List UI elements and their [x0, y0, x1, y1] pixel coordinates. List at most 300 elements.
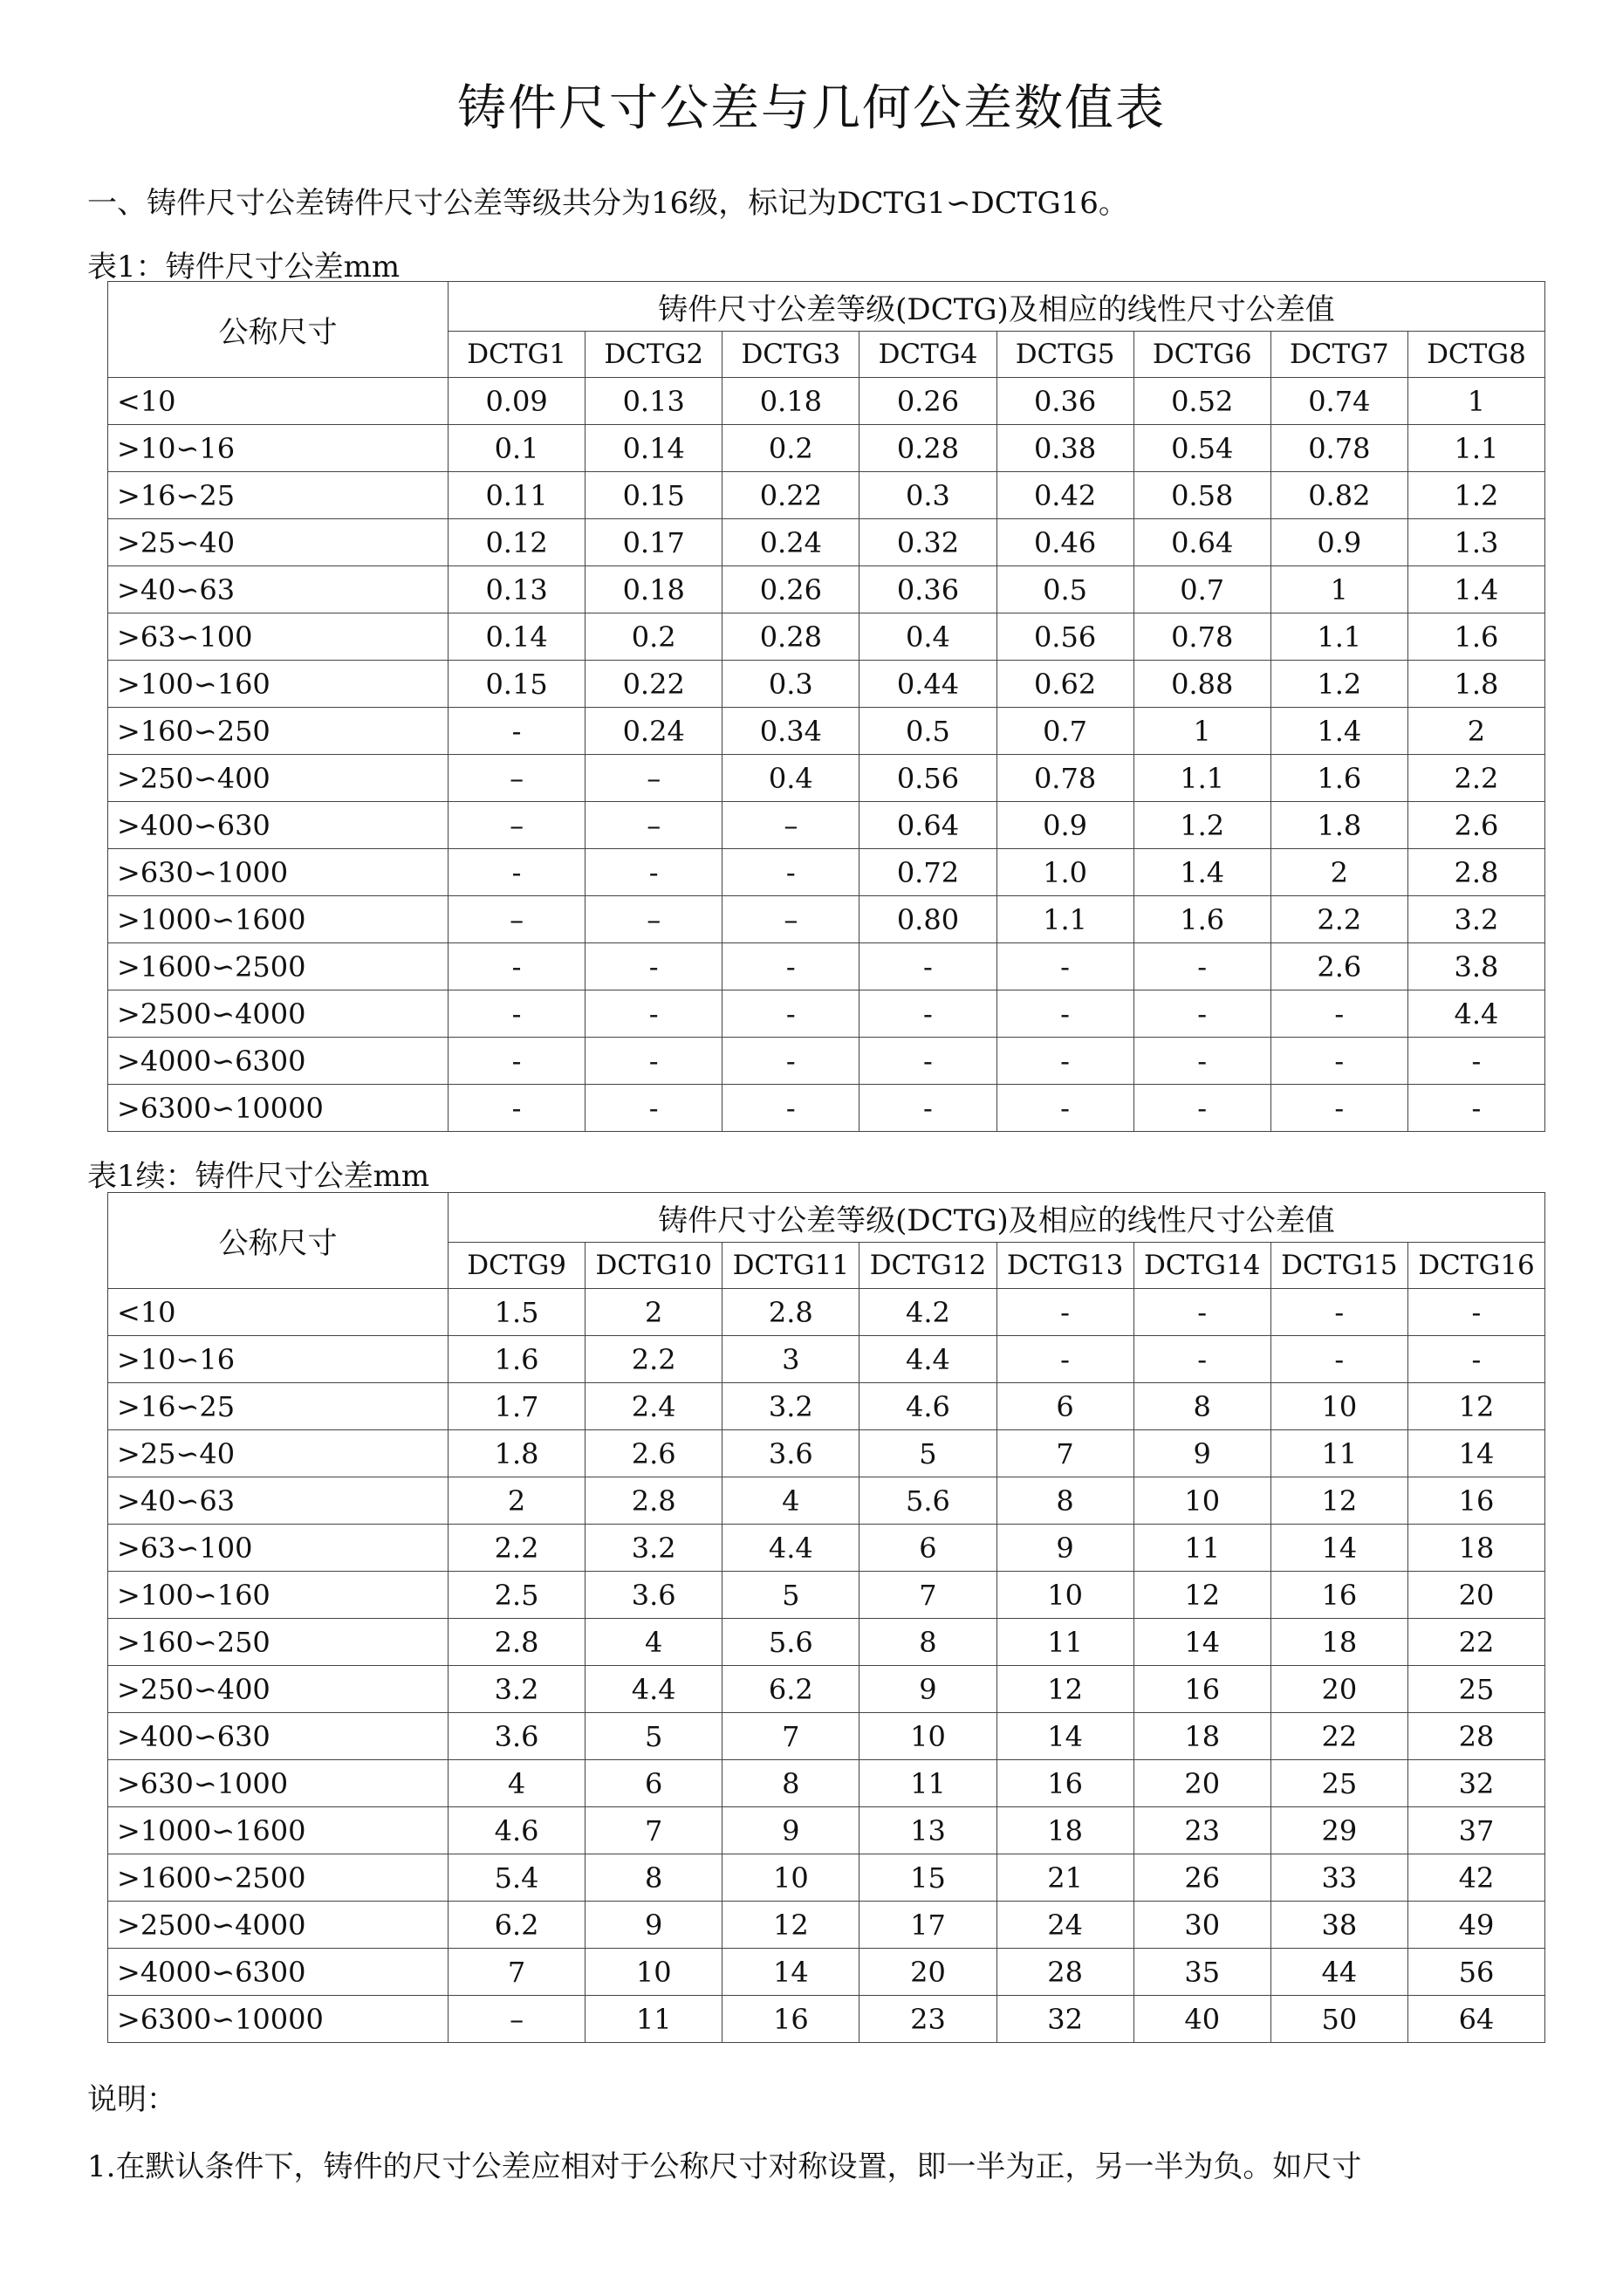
grade-group-header: 铸件尺寸公差等级(DCTG)及相应的线性尺寸公差值 [449, 1193, 1545, 1243]
tolerance-cell: 20 [1270, 1666, 1407, 1713]
page-title: 铸件尺寸公差与几何公差数值表 [457, 80, 1166, 137]
tolerance-cell: - [859, 1038, 996, 1085]
tolerance-cell: 3.6 [586, 1572, 722, 1619]
tolerance-cell: 6 [996, 1383, 1133, 1430]
table-row [108, 1713, 1545, 1760]
tolerance-cell: 4.4 [722, 1525, 859, 1572]
tolerance-cell: 2.2 [449, 1525, 586, 1572]
tolerance-cell: 0.5 [996, 566, 1133, 613]
table-row [108, 425, 1545, 472]
tolerance-cell: 2.6 [586, 1430, 722, 1477]
tolerance-cell: 5 [586, 1713, 722, 1760]
tolerance-cell: 0.28 [859, 425, 996, 472]
table-row [108, 1038, 1545, 1085]
tolerance-cell: 11 [996, 1619, 1133, 1666]
tolerance-cell: 1.6 [1133, 896, 1270, 943]
tolerance-cell: 10 [1270, 1383, 1407, 1430]
tolerance-cell: 50 [1270, 1996, 1407, 2043]
tolerance-cell: 0.18 [722, 378, 859, 425]
tolerance-cell: - [722, 1038, 859, 1085]
tolerance-cell: 2 [449, 1477, 586, 1525]
size-cell: >160∽250 [108, 1619, 449, 1666]
table-row [108, 943, 1545, 990]
size-column-header: 公称尺寸 [108, 1193, 449, 1289]
tolerance-cell: 1.1 [1407, 425, 1544, 472]
tolerance-cell: – [449, 896, 586, 943]
tolerance-cell: 22 [1407, 1619, 1544, 1666]
size-cell: >6300∽10000 [108, 1085, 449, 1132]
tolerance-cell: 0.56 [996, 613, 1133, 661]
tolerance-cell: 2 [1270, 849, 1407, 896]
tolerance-cell: - [1133, 943, 1270, 990]
table-row [108, 1854, 1545, 1902]
tolerance-cell: - [996, 1336, 1133, 1383]
tolerance-cell: 4 [722, 1477, 859, 1525]
tolerance-cell: 14 [1407, 1430, 1544, 1477]
table1-caption: 表1：铸件尺寸公差mm [87, 250, 401, 284]
column-header: DCTG4 [859, 332, 996, 378]
table-row [108, 802, 1545, 849]
column-header: DCTG1 [449, 332, 586, 378]
tolerance-cell: 26 [1133, 1854, 1270, 1902]
size-cell: >10∽16 [108, 425, 449, 472]
size-cell: >16∽25 [108, 472, 449, 519]
tolerance-cell: - [586, 849, 722, 896]
tolerance-cell: 0.52 [1133, 378, 1270, 425]
tolerance-cell: 0.15 [586, 472, 722, 519]
size-cell: >160∽250 [108, 708, 449, 755]
size-cell: >63∽100 [108, 613, 449, 661]
tolerance-cell: – [586, 802, 722, 849]
size-cell: >2500∽4000 [108, 990, 449, 1038]
tolerance-cell: 0.24 [586, 708, 722, 755]
tolerance-cell: - [996, 1038, 1133, 1085]
tolerance-cell: 30 [1133, 1902, 1270, 1949]
tolerance-cell: 4 [586, 1619, 722, 1666]
tolerance-cell: 10 [996, 1572, 1133, 1619]
grade-group-header: 铸件尺寸公差等级(DCTG)及相应的线性尺寸公差值 [449, 282, 1545, 332]
size-cell: >2500∽4000 [108, 1902, 449, 1949]
column-header: DCTG13 [996, 1243, 1133, 1289]
tolerance-cell: 12 [996, 1666, 1133, 1713]
tolerance-cell: - [996, 1085, 1133, 1132]
tolerance-cell: 0.32 [859, 519, 996, 566]
tolerance-cell: 4.6 [859, 1383, 996, 1430]
note-item: 1.在默认条件下，铸件的尺寸公差应相对于公称尺寸对称设置，即一半为正，另一半为负。如尺寸 [87, 2149, 1362, 2184]
tolerance-cell: 0.1 [449, 425, 586, 472]
table-row [108, 1666, 1545, 1713]
tolerance-cell: 4.2 [859, 1289, 996, 1336]
tolerance-cell: 0.2 [722, 425, 859, 472]
column-header: DCTG11 [722, 1243, 859, 1289]
table-row [108, 1572, 1545, 1619]
table2-body [108, 1289, 1545, 2043]
tolerance-cell: 6.2 [722, 1666, 859, 1713]
table-row [108, 1477, 1545, 1525]
tolerance-cell: - [1270, 1336, 1407, 1383]
tolerance-cell: 25 [1407, 1666, 1544, 1713]
column-header: DCTG6 [1133, 332, 1270, 378]
tolerance-cell: 3.2 [586, 1525, 722, 1572]
tolerance-cell: 15 [859, 1854, 996, 1902]
tolerance-cell: 0.80 [859, 896, 996, 943]
size-cell: >10∽16 [108, 1336, 449, 1383]
tolerance-cell: 7 [449, 1949, 586, 1996]
tolerance-cell: 56 [1407, 1949, 1544, 1996]
tolerance-cell: – [449, 802, 586, 849]
table-row [108, 378, 1545, 425]
tolerance-cell: 0.13 [449, 566, 586, 613]
tolerance-cell: 1.2 [1407, 472, 1544, 519]
tolerance-cell: 1.1 [996, 896, 1133, 943]
size-cell: >25∽40 [108, 1430, 449, 1477]
tolerance-cell: 12 [1407, 1383, 1544, 1430]
tolerance-cell: 0.12 [449, 519, 586, 566]
tolerance-cell: - [1133, 1038, 1270, 1085]
tolerance-cell: 0.11 [449, 472, 586, 519]
tolerance-cell: 9 [586, 1902, 722, 1949]
tolerance-cell: - [586, 1038, 722, 1085]
tolerance-cell: - [586, 943, 722, 990]
table-row [108, 1807, 1545, 1854]
tolerance-cell: 0.44 [859, 661, 996, 708]
tolerance-cell: - [1407, 1038, 1544, 1085]
tolerance-cell: - [722, 990, 859, 1038]
size-column-header: 公称尺寸 [108, 282, 449, 378]
table-row [108, 1383, 1545, 1430]
table-row [108, 755, 1545, 802]
tolerance-cell: 32 [996, 1996, 1133, 2043]
tolerance-cell: 0.18 [586, 566, 722, 613]
column-header: DCTG8 [1407, 332, 1544, 378]
tolerance-cell: 9 [996, 1525, 1133, 1572]
tolerance-cell: 20 [1133, 1760, 1270, 1807]
tolerance-cell: 0.62 [996, 661, 1133, 708]
size-cell: >250∽400 [108, 1666, 449, 1713]
tolerance-cell: 49 [1407, 1902, 1544, 1949]
tolerance-cell: 7 [586, 1807, 722, 1854]
tolerance-cell: 2.6 [1407, 802, 1544, 849]
tolerance-cell: 0.74 [1270, 378, 1407, 425]
tolerance-cell: 14 [1133, 1619, 1270, 1666]
tolerance-cell: 3.8 [1407, 943, 1544, 990]
tolerance-cell: 16 [1407, 1477, 1544, 1525]
table-row [108, 1760, 1545, 1807]
tolerance-cell: 21 [996, 1854, 1133, 1902]
table-row [108, 613, 1545, 661]
tolerance-cell: 0.64 [859, 802, 996, 849]
table1-body [108, 378, 1545, 1132]
tolerance-cell: - [1270, 1289, 1407, 1336]
tolerance-cell: 0.54 [1133, 425, 1270, 472]
tolerance-cell: 1.2 [1133, 802, 1270, 849]
size-cell: >40∽63 [108, 566, 449, 613]
tolerance-cell: 2.8 [722, 1289, 859, 1336]
tolerance-cell: - [859, 1085, 996, 1132]
tolerance-cell: 1.1 [1133, 755, 1270, 802]
tolerance-cell: - [1407, 1336, 1544, 1383]
tolerance-cell: 14 [1270, 1525, 1407, 1572]
tolerance-cell: - [1133, 1289, 1270, 1336]
table-row [108, 1619, 1545, 1666]
size-cell: >100∽160 [108, 661, 449, 708]
tolerance-cell: 0.26 [722, 566, 859, 613]
tolerance-cell: 8 [586, 1854, 722, 1902]
tolerance-cell: 3.2 [722, 1383, 859, 1430]
tolerance-cell: – [586, 755, 722, 802]
tolerance-cell: - [449, 708, 586, 755]
tolerance-cell: 0.7 [1133, 566, 1270, 613]
table-row [108, 566, 1545, 613]
tolerance-cell: 3.2 [1407, 896, 1544, 943]
tolerance-cell: 14 [996, 1713, 1133, 1760]
column-header: DCTG15 [1270, 1243, 1407, 1289]
tolerance-cell: 42 [1407, 1854, 1544, 1902]
tolerance-cell: 16 [722, 1996, 859, 2043]
tolerance-cell: 0.28 [722, 613, 859, 661]
column-header: DCTG5 [996, 332, 1133, 378]
tolerance-cell: 10 [1133, 1477, 1270, 1525]
tolerance-cell: - [449, 943, 586, 990]
tolerance-cell: 37 [1407, 1807, 1544, 1854]
tolerance-cell: 9 [1133, 1430, 1270, 1477]
tolerance-cell: 0.58 [1133, 472, 1270, 519]
table-row [108, 1525, 1545, 1572]
tolerance-cell: 20 [1407, 1572, 1544, 1619]
tolerance-cell: 25 [1270, 1760, 1407, 1807]
tolerance-cell: - [1270, 1085, 1407, 1132]
table2-caption: 表1续：铸件尺寸公差mm [87, 1159, 430, 1194]
tolerance-cell: - [859, 943, 996, 990]
tolerance-cell: - [996, 1289, 1133, 1336]
tolerance-table-dctg9-16 [107, 1192, 1545, 2043]
tolerance-cell: 1.3 [1407, 519, 1544, 566]
table-row [108, 849, 1545, 896]
tolerance-cell: - [722, 1085, 859, 1132]
tolerance-cell: 11 [1133, 1525, 1270, 1572]
tolerance-cell: 5 [859, 1430, 996, 1477]
tolerance-cell: 7 [996, 1430, 1133, 1477]
size-cell: >4000∽6300 [108, 1038, 449, 1085]
tolerance-cell: 2.2 [1270, 896, 1407, 943]
tolerance-cell: 0.22 [586, 661, 722, 708]
tolerance-cell: 0.36 [996, 378, 1133, 425]
tolerance-cell: - [586, 1085, 722, 1132]
tolerance-cell: 6 [859, 1525, 996, 1572]
table-row [108, 519, 1545, 566]
tolerance-cell: - [449, 1038, 586, 1085]
tolerance-cell: - [722, 943, 859, 990]
tolerance-cell: 11 [1270, 1430, 1407, 1477]
tolerance-cell: 0.38 [996, 425, 1133, 472]
tolerance-cell: 0.78 [996, 755, 1133, 802]
tolerance-cell: 0.26 [859, 378, 996, 425]
tolerance-cell: 1 [1133, 708, 1270, 755]
size-cell: >1000∽1600 [108, 896, 449, 943]
size-cell: <10 [108, 378, 449, 425]
tolerance-cell: 3 [722, 1336, 859, 1383]
tolerance-cell: 38 [1270, 1902, 1407, 1949]
tolerance-cell: 0.5 [859, 708, 996, 755]
tolerance-cell: 9 [722, 1807, 859, 1854]
column-header: DCTG9 [449, 1243, 586, 1289]
intro-paragraph: 一、铸件尺寸公差铸件尺寸公差等级共分为16级，标记为DCTG1∽DCTG16。 [87, 186, 1128, 221]
tolerance-cell: 12 [1133, 1572, 1270, 1619]
tolerance-cell: 33 [1270, 1854, 1407, 1902]
tolerance-cell: 0.78 [1270, 425, 1407, 472]
tolerance-cell: 0.14 [586, 425, 722, 472]
tolerance-cell: 10 [859, 1713, 996, 1760]
tolerance-cell: 20 [859, 1949, 996, 1996]
tolerance-cell: 8 [1133, 1383, 1270, 1430]
tolerance-cell: - [1133, 990, 1270, 1038]
tolerance-cell: 0.46 [996, 519, 1133, 566]
table-row [108, 472, 1545, 519]
tolerance-cell: 16 [1270, 1572, 1407, 1619]
tolerance-cell: 1.4 [1407, 566, 1544, 613]
size-cell: >630∽1000 [108, 849, 449, 896]
tolerance-cell: 18 [996, 1807, 1133, 1854]
table-row [108, 1289, 1545, 1336]
tolerance-cell: 5.6 [859, 1477, 996, 1525]
size-cell: >1600∽2500 [108, 943, 449, 990]
tolerance-cell: - [586, 990, 722, 1038]
tolerance-cell: 0.82 [1270, 472, 1407, 519]
tolerance-cell: - [722, 849, 859, 896]
notes-title: 说明： [87, 2082, 176, 2117]
tolerance-cell: 0.36 [859, 566, 996, 613]
tolerance-cell: 17 [859, 1902, 996, 1949]
tolerance-cell: 18 [1270, 1619, 1407, 1666]
tolerance-cell: 4 [449, 1760, 586, 1807]
tolerance-cell: 1.2 [1270, 661, 1407, 708]
tolerance-cell: 2.8 [449, 1619, 586, 1666]
tolerance-cell: 0.15 [449, 661, 586, 708]
tolerance-cell: 0.7 [996, 708, 1133, 755]
tolerance-cell: 1.0 [996, 849, 1133, 896]
tolerance-cell: 23 [1133, 1807, 1270, 1854]
tolerance-cell: - [1270, 990, 1407, 1038]
tolerance-cell: 10 [722, 1854, 859, 1902]
table-row [108, 1336, 1545, 1383]
tolerance-cell: 18 [1407, 1525, 1544, 1572]
tolerance-cell: 4.4 [859, 1336, 996, 1383]
table-row [108, 1996, 1545, 2043]
tolerance-cell: 2.8 [586, 1477, 722, 1525]
tolerance-cell: - [1407, 1289, 1544, 1336]
tolerance-cell: 0.13 [586, 378, 722, 425]
tolerance-cell: 13 [859, 1807, 996, 1854]
tolerance-cell: 8 [996, 1477, 1133, 1525]
tolerance-cell: 1.8 [1407, 661, 1544, 708]
tolerance-cell: 3.6 [449, 1713, 586, 1760]
size-cell: >400∽630 [108, 1713, 449, 1760]
table-row [108, 990, 1545, 1038]
tolerance-cell: 28 [996, 1949, 1133, 1996]
tolerance-cell: - [996, 990, 1133, 1038]
size-cell: >1000∽1600 [108, 1807, 449, 1854]
tolerance-cell: 1.8 [449, 1430, 586, 1477]
tolerance-cell: 11 [859, 1760, 996, 1807]
tolerance-cell: 0.3 [722, 661, 859, 708]
tolerance-cell: 6 [586, 1760, 722, 1807]
tolerance-cell: 18 [1133, 1713, 1270, 1760]
tolerance-cell: - [859, 990, 996, 1038]
tolerance-cell: 4.4 [1407, 990, 1544, 1038]
tolerance-cell: 22 [1270, 1713, 1407, 1760]
tolerance-cell: 2 [586, 1289, 722, 1336]
size-cell: <10 [108, 1289, 449, 1336]
tolerance-cell: 12 [1270, 1477, 1407, 1525]
tolerance-cell: 11 [586, 1996, 722, 2043]
tolerance-cell: 2.6 [1270, 943, 1407, 990]
tolerance-cell: - [1133, 1085, 1270, 1132]
tolerance-cell: 40 [1133, 1996, 1270, 2043]
tolerance-cell: 1.5 [449, 1289, 586, 1336]
column-header: DCTG10 [586, 1243, 722, 1289]
size-cell: >25∽40 [108, 519, 449, 566]
tolerance-cell: 1.7 [449, 1383, 586, 1430]
column-header: DCTG7 [1270, 332, 1407, 378]
tolerance-table-dctg1-8 [107, 281, 1545, 1132]
tolerance-cell: 0.78 [1133, 613, 1270, 661]
column-header: DCTG16 [1407, 1243, 1544, 1289]
tolerance-cell: 4.6 [449, 1807, 586, 1854]
tolerance-cell: 2.4 [586, 1383, 722, 1430]
tolerance-cell: - [1270, 1038, 1407, 1085]
tolerance-cell: 16 [996, 1760, 1133, 1807]
table-row [108, 1902, 1545, 1949]
size-cell: >1600∽2500 [108, 1854, 449, 1902]
size-cell: >40∽63 [108, 1477, 449, 1525]
tolerance-cell: 35 [1133, 1949, 1270, 1996]
table-row [108, 1430, 1545, 1477]
tolerance-cell: 16 [1133, 1666, 1270, 1713]
tolerance-cell: 0.72 [859, 849, 996, 896]
tolerance-cell: 0.9 [996, 802, 1133, 849]
tolerance-cell: 0.09 [449, 378, 586, 425]
tolerance-cell: 3.6 [722, 1430, 859, 1477]
tolerance-cell: 1.6 [1407, 613, 1544, 661]
tolerance-cell: 7 [722, 1713, 859, 1760]
tolerance-cell: - [449, 1085, 586, 1132]
tolerance-cell: 2.2 [1407, 755, 1544, 802]
tolerance-cell: 10 [586, 1949, 722, 1996]
tolerance-cell: 0.4 [722, 755, 859, 802]
tolerance-cell: 1.4 [1270, 708, 1407, 755]
tolerance-cell: 0.17 [586, 519, 722, 566]
tolerance-cell: 1.6 [449, 1336, 586, 1383]
tolerance-cell: - [996, 943, 1133, 990]
tolerance-cell: 2.5 [449, 1572, 586, 1619]
tolerance-cell: 2.8 [1407, 849, 1544, 896]
tolerance-cell: 0.4 [859, 613, 996, 661]
tolerance-cell: 24 [996, 1902, 1133, 1949]
table-row [108, 1949, 1545, 1996]
size-cell: >6300∽10000 [108, 1996, 449, 2043]
tolerance-cell: 32 [1407, 1760, 1544, 1807]
tolerance-cell: 1 [1270, 566, 1407, 613]
tolerance-cell: 1.1 [1270, 613, 1407, 661]
tolerance-cell: - [449, 990, 586, 1038]
tolerance-cell: 5.4 [449, 1854, 586, 1902]
size-cell: >16∽25 [108, 1383, 449, 1430]
tolerance-cell: 1.8 [1270, 802, 1407, 849]
column-header: DCTG14 [1133, 1243, 1270, 1289]
size-cell: >63∽100 [108, 1525, 449, 1572]
tolerance-cell: 23 [859, 1996, 996, 2043]
tolerance-cell: – [722, 802, 859, 849]
